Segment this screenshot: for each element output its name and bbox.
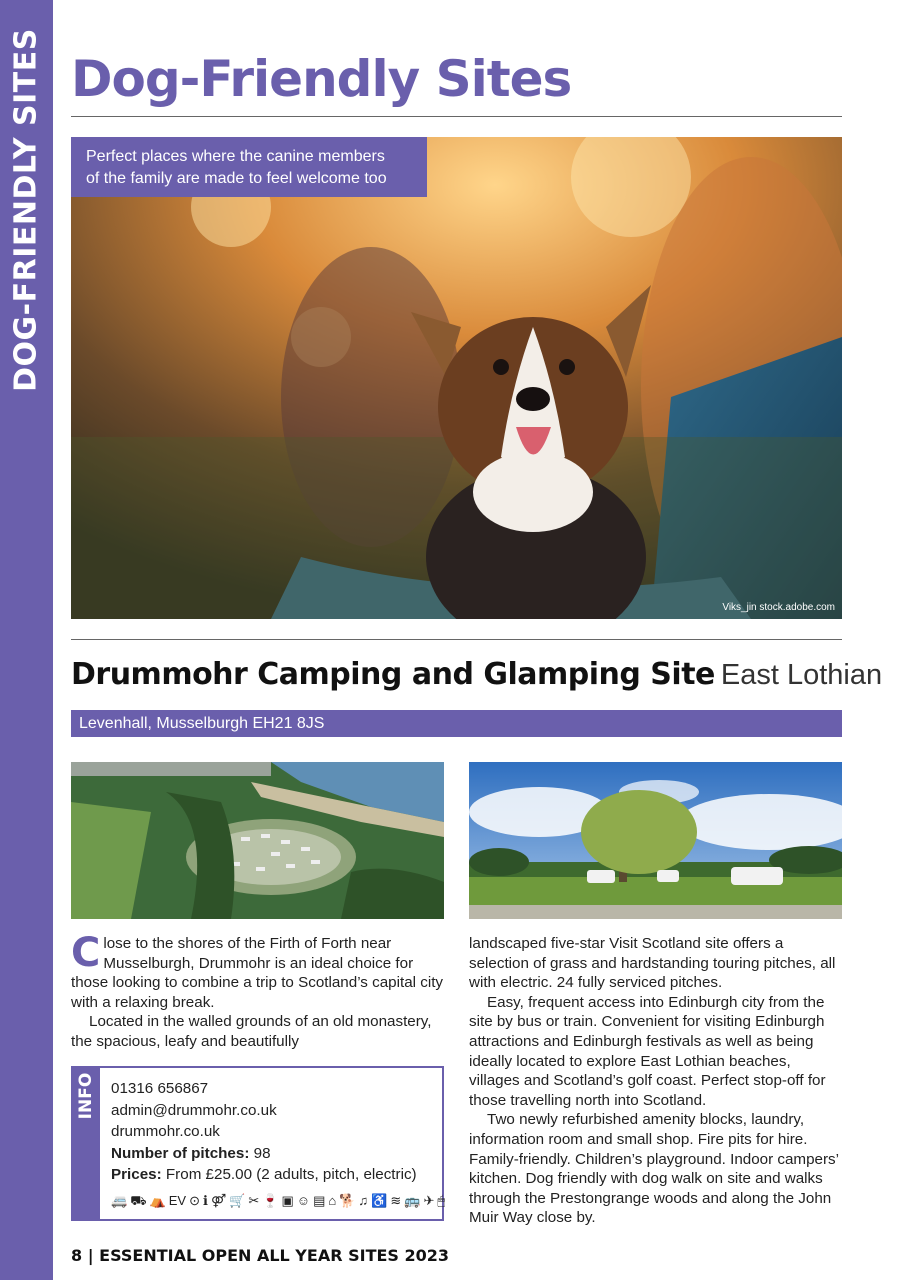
pitches-value: 98 <box>253 1144 271 1162</box>
site-photo <box>469 762 842 919</box>
paragraph-5: Two newly refurbished amenity blocks, laundry, information room and small shop. Fire pits for hire. Family-friendly. Children’s playground. Indoor campers’ kitchen. Dog friendly with dog walk on site and walks through the Prestongrange woods and along the John Muir Way close by. <box>469 1111 839 1227</box>
phone-number[interactable]: 01316 656867 <box>111 1080 209 1097</box>
dogs-allowed-icon: 🐕 <box>339 1193 356 1208</box>
email-address[interactable]: admin@drummohr.co.uk <box>111 1101 277 1119</box>
mouse-icon: 🖱 <box>437 1193 446 1208</box>
airport-icon: ✈ <box>423 1193 435 1208</box>
paragraph-4: Easy, frequent access into Edinburgh city from the site by bus or train. Convenient for visiting Edinburgh attractions and Edinburgh festivals as well as being ideally located to explore East Lothian beaches, villages and Scotland’s golf coast. Perfect stop-off for those travelling north into Scotland. <box>469 993 826 1109</box>
motorhome-icon: 🚐 <box>111 1193 128 1208</box>
caravan-icon: ⛟ <box>130 1193 147 1208</box>
page-number: 8 <box>71 1246 83 1265</box>
hero-image <box>71 137 842 619</box>
hero-caption-line-1: Perfect places where the canine members <box>86 148 385 165</box>
info-details <box>111 1078 417 1186</box>
prices-value: From £25.00 (2 adults, pitch, electric) <box>165 1166 417 1183</box>
disabled-access-icon: ♿ <box>371 1193 388 1208</box>
page-footer <box>71 1246 449 1265</box>
title-divider <box>71 116 842 117</box>
sidebar-band <box>0 0 53 1280</box>
drop-cap: C <box>71 930 101 976</box>
bar-icon: 🍷 <box>262 1193 279 1208</box>
hero-caption-line-2: of the family are made to feel welcome too <box>86 170 387 187</box>
address-bar: Levenhall, Musselburgh EH21 8JS <box>71 710 842 737</box>
playground-icon: ☺ <box>296 1193 311 1208</box>
bus-icon: 🚌 <box>404 1193 421 1208</box>
pitches-line <box>111 1143 417 1165</box>
entertainment-icon: ♫ <box>358 1193 369 1208</box>
sidebar-label: DOG-FRIENDLY SITES <box>8 28 44 392</box>
facility-icons <box>111 1193 445 1209</box>
paragraph-2: Located in the walled grounds of an old monastery, the spacious, leafy and beautifully <box>71 1013 432 1050</box>
body-column-left <box>71 930 444 1052</box>
site-region: East Lothian <box>720 659 883 691</box>
site-name: Drummohr Camping and Glamping Site <box>71 657 715 692</box>
shop-icon: 🛒 <box>229 1193 246 1208</box>
pitches-label: Number of pitches: <box>111 1144 250 1162</box>
site-heading <box>71 657 882 692</box>
intro-paragraph <box>71 930 444 1012</box>
camping-pod-icon: ⌂ <box>328 1193 337 1208</box>
laundry-icon: ▣ <box>281 1193 294 1208</box>
footer-separator: | <box>87 1246 94 1265</box>
paragraph-3: landscaped five-star Visit Scotland site offers a selection of grass and hardstanding touring pitches, all with electric. 24 fully serviced pitches. <box>469 935 836 992</box>
body-column-right <box>469 934 842 1228</box>
info-tab <box>73 1068 100 1219</box>
aerial-site-illustration <box>71 762 444 919</box>
dog-photo-illustration <box>71 137 842 619</box>
website-link[interactable]: drummohr.co.uk <box>111 1123 220 1140</box>
photo-credit: Viks_jin stock.adobe.com <box>722 602 835 613</box>
aerial-photo <box>71 762 444 919</box>
site-field-illustration <box>469 762 842 919</box>
tent-icon: ⛺ <box>149 1193 166 1208</box>
page-title: Dog-Friendly Sites <box>71 50 572 108</box>
section-divider <box>71 639 842 640</box>
electric-hookup-icon: ⊙ <box>189 1193 200 1208</box>
prices-line <box>111 1164 417 1186</box>
restaurant-icon: ✂ <box>248 1193 260 1208</box>
prices-label: Prices: <box>111 1166 162 1183</box>
info-tab-label: INFO <box>76 1072 96 1120</box>
hero-caption <box>71 137 427 197</box>
info-box <box>71 1066 444 1221</box>
intro-text: lose to the shores of the Firth of Forth near Musselburgh, Drummohr is an ideal choice for those looking to combine a trip to Scotland’s capital city with a relaxing break. <box>71 935 444 1011</box>
toilets-icon: ⚤ <box>210 1193 227 1208</box>
tv-icon: ▤ <box>313 1193 326 1208</box>
publication-title: ESSENTIAL OPEN ALL YEAR SITES 2023 <box>99 1246 450 1265</box>
info-board-icon: ℹ <box>202 1193 208 1208</box>
wifi-icon: ≋ <box>390 1193 402 1208</box>
ev-charging-icon: EV <box>168 1193 187 1208</box>
